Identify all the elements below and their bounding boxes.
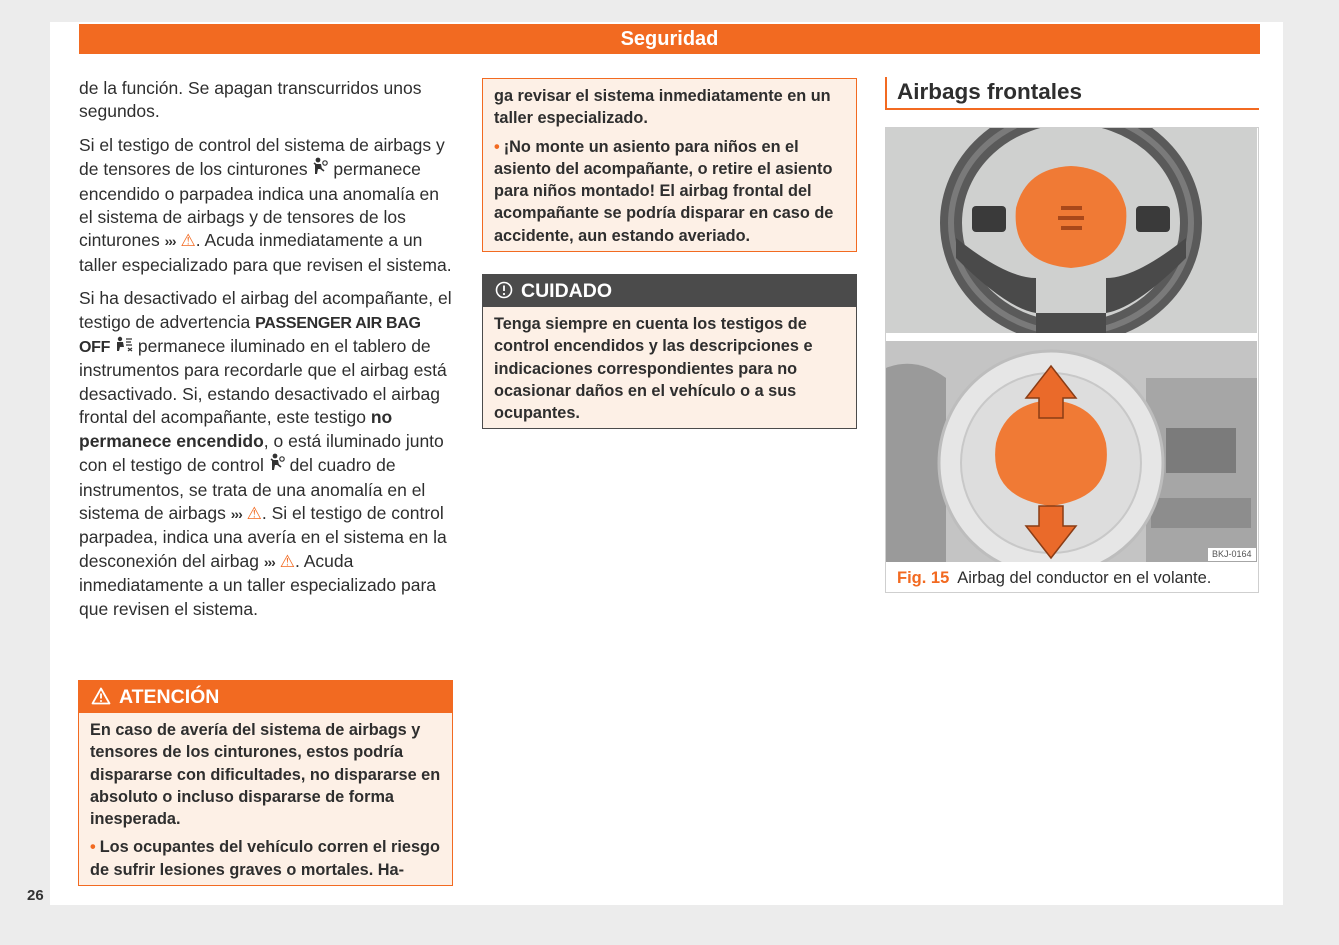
paragraph-intro: de la función. Se apagan transcurridos unos segundos. [79, 78, 422, 122]
airbag-illustration [886, 128, 1257, 562]
figure-code: BKJ-0164 [1212, 549, 1252, 559]
warning-triangle-icon [91, 681, 111, 713]
atencion-bullet: • Los ocupantes del vehículo corren el riesgo de sufrir lesiones graves o mortales. Ha- [90, 838, 440, 879]
warning-triangle-icon: ⚠ [180, 231, 196, 251]
column-left [79, 77, 455, 631]
section-header [79, 24, 1260, 54]
dashboard-screen [1166, 428, 1236, 473]
atencion-paragraph: En caso de avería del sistema de airbags y tensores de los cinturones, estos podría dispararse con dificultades, no dispararse en absoluto o incluso dispararse de forma inesperada. [90, 721, 441, 829]
passenger-airbag-off-label: PASSENGER AIR BAG OFF [79, 314, 421, 357]
figure-caption-text: Airbag del conductor en el volante. [957, 569, 1212, 587]
section-title: Airbags frontales [885, 77, 1259, 110]
cuidado-box [482, 274, 857, 429]
cuidado-paragraph: Tenga siempre en cuenta los testigos de control encendidos y las descripciones e indicaciones correspondientes para no ocasionar daños en el vehículo o a sus ocupantes. [494, 315, 813, 423]
atencion-continued-paragraph: ga revisar el sistema inmediatamente en un taller especializado. [494, 87, 831, 128]
figure-caption [897, 569, 1211, 588]
steering-right-buttons [1136, 206, 1170, 232]
cuidado-body [483, 307, 856, 438]
warning-triangle-icon: ⚠ [246, 503, 262, 523]
atencion-header [79, 681, 452, 713]
paragraph-passenger-airbag: Si ha desactivado el airbag del acompañante, el testigo de advertencia PASSENGER AIR BAG OFF permanece iluminado en el tablero de instrumentos para recordarle que el airbag está desactivado. Si, estando desactivado el airbag frontal del acompañante, este testigo no permanece encendido, o está iluminado junto con el testigo de control del cuadro de instrumentos, se trata de una anomalía en el sistema de airbags ››› ⚠. Si el testigo de control parpadea, indica una avería en el sistema en la desconexión del airbag ››› ⚠. Acuda inmediatamente a un taller especializado para que revisen el sistema. [79, 288, 452, 619]
atencion-body [79, 713, 452, 895]
reference-chevron: ››› [230, 505, 242, 522]
reference-chevron: ››› [164, 233, 176, 250]
seatbelt-airbag-icon [312, 157, 328, 182]
atencion-continued-box [482, 78, 857, 252]
cuidado-title: CUIDADO [521, 280, 612, 302]
figure-number: Fig. 15 [897, 569, 950, 587]
cuidado-header [483, 275, 856, 307]
atencion-title: ATENCIÓN [119, 686, 220, 708]
atencion-continued-body [483, 79, 856, 261]
figure-airbag [885, 127, 1259, 593]
steering-left-buttons [972, 206, 1006, 232]
warning-triangle-icon: ⚠ [279, 551, 295, 571]
passenger-airbag-off-icon [115, 336, 133, 359]
seatbelt-airbag-icon [269, 453, 285, 478]
info-circle-icon [495, 275, 513, 307]
atencion-box [78, 680, 453, 886]
atencion-continued-bullet: • ¡No monte un asiento para niños en el asiento del acompañante, o retire el asiento para niños montado! El airbag frontal del acompañante se podría disparar en caso de accidente, aun estando averiado. [494, 137, 834, 245]
door-panel [886, 364, 946, 562]
paragraph-control-light: Si el testigo de control del sistema de airbags y de tensores de los cinturones permanece encendido o parpadea indica una anomalía en el sistema de airbags y de tensores de los cinturones ››› ⚠. Acuda inmediatamente a un taller especializado para que revisen el sistema. [79, 134, 452, 275]
page-number: 26 [27, 887, 44, 904]
dashboard-controls [1151, 498, 1251, 528]
header-title: Seguridad [620, 28, 719, 50]
reference-chevron: ››› [263, 553, 275, 570]
